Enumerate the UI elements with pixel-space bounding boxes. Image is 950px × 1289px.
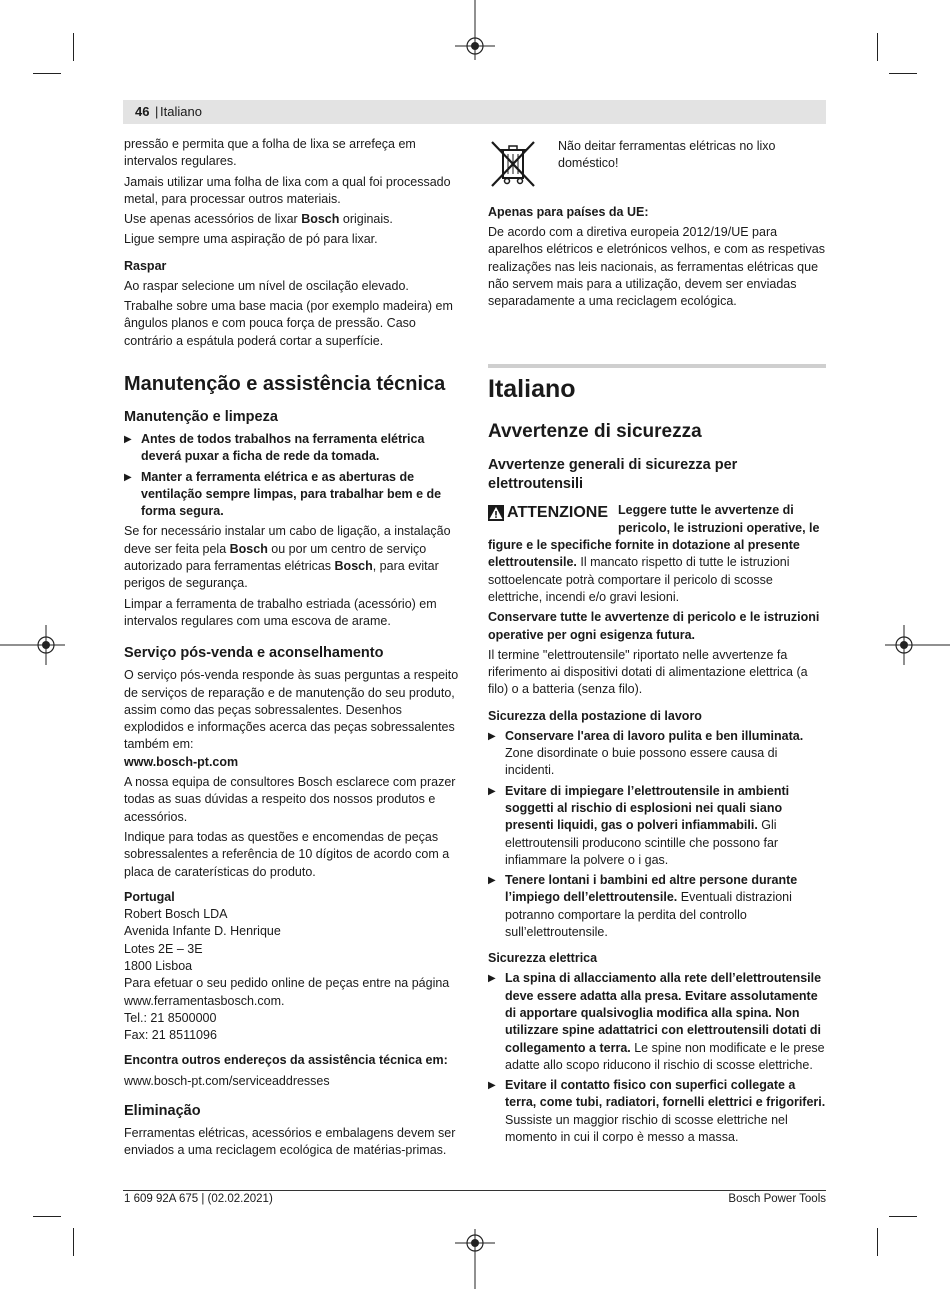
- italian-section: [488, 364, 826, 1146]
- bin-text: Não deitar ferramentas elétricas no lixo doméstico!: [558, 139, 776, 171]
- text: ou por um centro de serviço autorizado para ferramentas elétricas: [124, 541, 427, 574]
- crop-mark: [889, 1216, 917, 1217]
- paragraph: Limpar a ferramenta de trabalho estriada (acessório) em intervalos regulares com uma escova de arame.: [124, 596, 437, 628]
- page-number: 46: [135, 104, 150, 119]
- footer-doc-ref: 1 609 92A 675 | (02.02.2021): [124, 1193, 273, 1205]
- maintenance-title: Manutenção e assistência técnica: [124, 372, 446, 395]
- bullet-item: [488, 872, 826, 941]
- address-line: Para efetuar o seu pedido online de peças entre na página www.ferramentasbosch.com.: [124, 976, 450, 1008]
- text: Eventuali distrazioni potranno comportare la perdita del controllo sull’elettroutensile.: [505, 890, 792, 940]
- other-addresses-heading: Encontra outros endereços da assistência técnica em:: [124, 1053, 448, 1068]
- section-heading: Avvertenze generali di sicurezza per elettroutensili: [488, 457, 738, 493]
- crop-mark: [33, 73, 61, 74]
- warning-badge: [488, 503, 608, 523]
- crop-mark: [73, 1228, 74, 1256]
- eu-heading: Apenas para países da UE:: [488, 205, 649, 219]
- paragraph: Indique para todas as questões e encomendas de peças sobressalentes a referência de 10 dígitos de acordo com a placa de caraterísticas do produto.: [124, 829, 450, 879]
- address-line: Robert Bosch LDA: [124, 907, 228, 922]
- bullet-item: [488, 783, 826, 869]
- brand-name: Bosch: [229, 541, 268, 556]
- footer-brand: Bosch Power Tools: [728, 1193, 826, 1205]
- section-heading: Sicurezza della postazione di lavoro: [488, 708, 702, 723]
- section-heading: Raspar: [124, 258, 167, 273]
- text: Evitare il contatto fisico con superfici collegate a terra, come tubi, radiatori, fornelli elettrici e frigoriferi.: [505, 1078, 826, 1110]
- text: Le spine non modificate e le prese adatte allo scopo riducono il rischio di scosse elettriche.: [505, 1040, 825, 1072]
- paragraph: Trabalhe sobre uma base macia (por exemplo madeira) em ângulos planos e com pouca força de pressão. Caso contrário a espátula poderá cortar a superfície.: [124, 299, 453, 348]
- paragraph: [124, 211, 464, 228]
- crop-mark: [877, 33, 878, 61]
- footer-rule: [123, 1190, 826, 1191]
- text: Use apenas acessórios de lixar: [124, 212, 302, 227]
- paragraph: Ligue sempre uma aspiração de pó para lixar.: [124, 232, 378, 247]
- header-separator: |: [155, 104, 159, 119]
- warning-label: ATTENZIONE: [507, 504, 609, 522]
- address-line: 1800 Lisboa: [124, 958, 193, 973]
- paragraph: [124, 523, 464, 592]
- disposal-notice: [488, 136, 826, 190]
- text: originais.: [339, 212, 393, 227]
- warning-triangle-icon: [488, 505, 504, 521]
- text: Gli elettroutensili producono scintille che possono far infiammare la polvere o i gas.: [505, 818, 779, 867]
- text: , para evitar perigos de segurança.: [124, 559, 439, 591]
- address-line: Avenida Infante D. Henrique: [124, 924, 281, 939]
- text: Se for necessário instalar um cabo de ligação, a instalação deve ser feita pela: [124, 524, 451, 556]
- bullet-item: [488, 1077, 826, 1146]
- header-language: Italiano: [160, 104, 202, 119]
- text: La spina di allacciamento alla rete dell’elettroutensile deve essere adatta alla presa. Evitare assolutamente di apportare qualsivoglia modifica alla spina. Non utilizzare spine adattatrici con elettroutensili dotati di collegamento a terra.: [505, 971, 822, 1055]
- text: Zone disordinate o buie possono essere causa di incidenti.: [505, 746, 778, 778]
- section-heading: Serviço pós-venda e aconselhamento: [124, 645, 384, 662]
- section-heading: Manutenção e limpeza: [124, 408, 278, 425]
- registration-mark-icon: [455, 0, 495, 60]
- section-heading: Eliminação: [124, 1103, 201, 1120]
- paragraph: A nossa equipa de consultores Bosch esclarece com prazer todas as suas dúvidas a respeito dos nossos produtos e acessórios.: [124, 775, 456, 824]
- bullet-item: [488, 970, 826, 1074]
- address-line: Fax: 21 8511096: [124, 1028, 217, 1043]
- text: Leggere tutte le avvertenze di pericolo, le istruzioni operative, le figure e le specifiche fornite in dotazione al presente elettroutensile.: [488, 503, 820, 570]
- safety-title: Avvertenze di sicurezza: [488, 421, 702, 443]
- registration-mark-icon: [885, 625, 950, 665]
- page-header: [123, 100, 826, 124]
- right-column: [488, 136, 826, 1149]
- text: Tenere lontani i bambini ed altre persone durante l’impiego dell’elettroutensile.: [505, 873, 798, 905]
- warning-block: [488, 502, 826, 606]
- paragraph: De acordo com a diretiva europeia 2012/19/UE para aparelhos elétricos e eletrónicos velhos, e com as respetivas realizações nas leis nacionais, as ferramentas elétricas que não servem mais para a utilização, devem ser enviadas separadamente a uma reciclagem ecológica.: [488, 225, 825, 309]
- paragraph: O serviço pós-venda responde às suas perguntas a respeito de serviços de reparação e de manutenção do seu produto, assim como das peças sobressalentes. Desenhos explodidos e informações acerca das peças sobressalentes também em:: [124, 668, 459, 752]
- text: Evitare di impiegare l’elettroutensile in ambienti soggetti al rischio di esplosioni nei quali siano presenti liquidi, gas o polveri infiammabili.: [505, 783, 790, 833]
- crop-mark: [877, 1228, 878, 1256]
- bullet-item: ▶ Antes de todos trabalhos na ferramenta elétrica deverá puxar a ficha de rede da tomada.: [124, 431, 464, 466]
- text: Il mancato rispetto di tutte le istruzioni sottoelencate potrà comportare il pericolo di scosse elettriche, incendi e/o gravi lesioni.: [488, 555, 790, 604]
- paragraph: pressão e permita que a folha de lixa se arrefeça em intervalos regulares.: [124, 137, 416, 169]
- address-line: Tel.: 21 8500000: [124, 1010, 217, 1025]
- country-label: Portugal: [124, 889, 175, 904]
- address-line: Lotes 2E – 3E: [124, 941, 203, 956]
- brand-name: Bosch: [334, 559, 373, 574]
- address-block: [124, 889, 464, 1045]
- paragraph: Il termine "elettroutensile" riportato nelle avvertenze fa riferimento ai dispositivi dotati di alimentazione elettrica (a filo) o a batteria (senza filo).: [488, 647, 808, 697]
- crop-mark: [889, 73, 917, 74]
- crop-mark: [73, 33, 74, 61]
- brand-name: Bosch: [301, 212, 340, 227]
- paragraph: Ferramentas elétricas, acessórios e embalagens devem ser enviados a uma reciclagem ecológica de matérias-primas.: [124, 1126, 456, 1158]
- text: Conservare l'area di lavoro pulita e ben illuminata.: [505, 728, 804, 743]
- registration-mark-icon: [455, 1229, 495, 1289]
- paragraph: Ao raspar selecione um nível de oscilação elevado.: [124, 278, 409, 293]
- left-column: [124, 136, 464, 1163]
- service-link[interactable]: www.bosch-pt.com: [124, 754, 239, 769]
- language-title: Italiano: [488, 375, 576, 404]
- paragraph: Jamais utilizar uma folha de lixa com a qual foi processado metal, para processar outros materiais.: [124, 174, 451, 206]
- other-addresses-link[interactable]: www.bosch-pt.com/serviceaddresses: [124, 1073, 330, 1088]
- text: Sussiste un maggior rischio di scosse elettriche nel momento in cui il corpo è messo a massa.: [505, 1112, 788, 1144]
- section-heading: Sicurezza elettrica: [488, 951, 598, 966]
- crop-mark: [33, 1216, 61, 1217]
- crossed-out-bin-icon: [488, 138, 538, 190]
- registration-mark-icon: [0, 625, 65, 665]
- bullet-item: [488, 728, 826, 780]
- bullet-item: ▶ Manter a ferramenta elétrica e as aberturas de ventilação sempre limpas, para trabalhar bem e de forma segura.: [124, 469, 464, 521]
- paragraph: Conservare tutte le avvertenze di pericolo e le istruzioni operative per ogni esigenza futura.: [488, 610, 820, 642]
